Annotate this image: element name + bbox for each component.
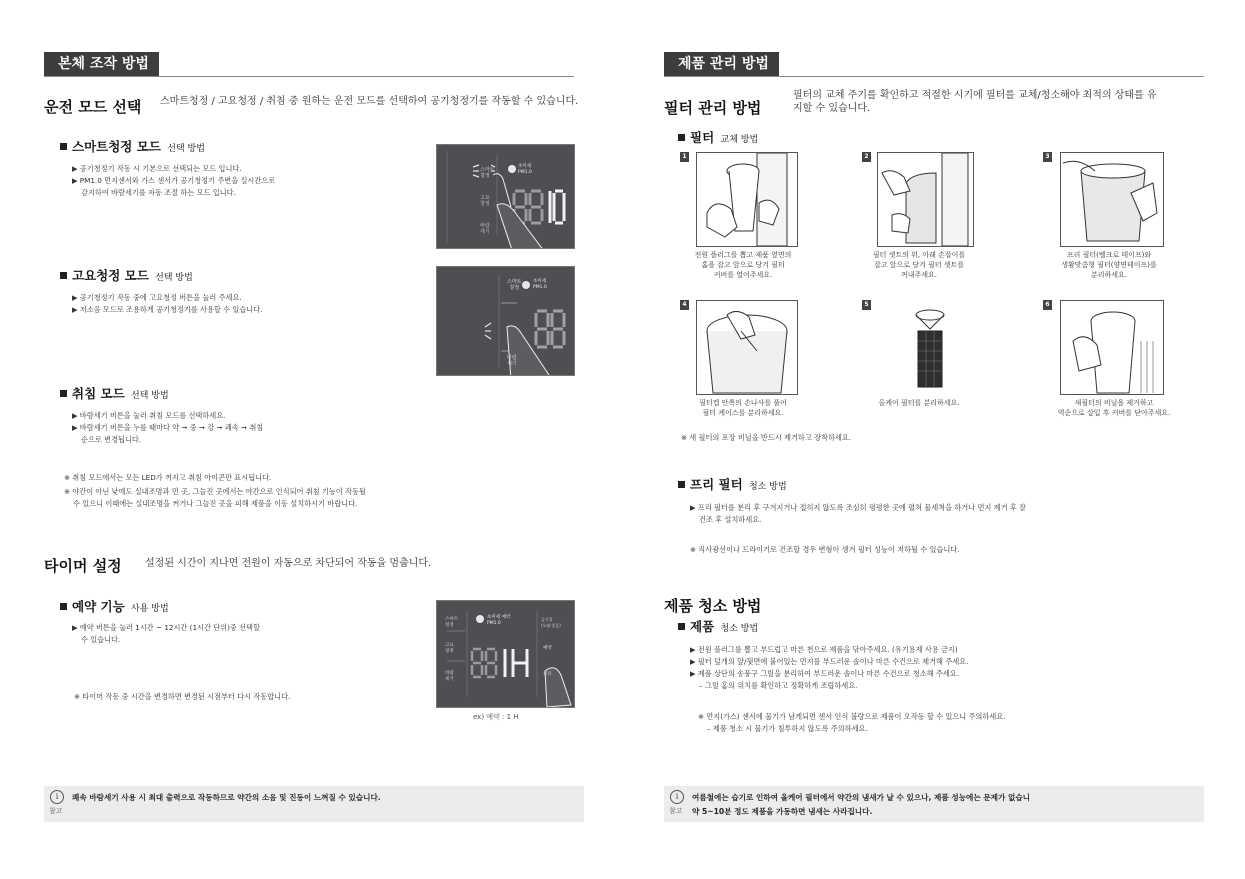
- clean-notes: [698, 711, 1178, 735]
- right-tip-line-2: 약 5~10분 정도 제품을 가동하면 냄새는 사라집니다.: [692, 807, 873, 816]
- square-bullet-icon: [678, 134, 685, 141]
- run-mode-title: 운전 모드 선택: [44, 98, 142, 116]
- prefilter-suffix: 청소 방법: [749, 482, 787, 492]
- sleep-mode-suffix: 선택 방법: [131, 391, 169, 401]
- sleep-note-2: ※ 야간이 아닌 낮에도 실내조명과 먼 곳, 그늘진 곳에서는 야간으로 인식되어 취침 기능이 작동될: [64, 487, 366, 496]
- prefilter-note: ※ 직사광선이나 드라이기로 건조할 경우 변형이 생겨 필터 성능이 저하될 수 있습니다.: [690, 545, 960, 554]
- panel1-label-quiet: 고요 청정: [480, 195, 490, 207]
- quiet-mode-title: 고요청정 모드: [72, 268, 149, 283]
- reserve-bullet-1b: 수 있습니다.: [81, 635, 121, 644]
- clean-title: 제품 청소 방법: [664, 597, 762, 615]
- step-3-illustration: [1060, 152, 1164, 247]
- sleep-note-2b: 수 있으니 이때에는 실내조명을 켜거나 그늘진 곳을 피해 제품을 이동 설치하시기 바랍니다.: [73, 499, 358, 508]
- filter-note: ※ 새 필터의 포장 비닐을 반드시 제거하고 장착하세요.: [681, 433, 852, 442]
- square-bullet-icon: [60, 390, 67, 397]
- clean-bullet-1: ▶ 전원 플러그를 뽑고 부드럽고 마른 천으로 제품을 닦아주세요. (유기용제 사용 금지): [690, 645, 958, 654]
- clean-bullets: [690, 644, 1170, 692]
- step-5-caption: 올케어 필터를 분리하세요.: [878, 399, 960, 407]
- smart-mode-heading: [60, 137, 205, 155]
- sleep-note-1: ※ 취침 모드에서는 모든 LED가 꺼지고 취침 아이콘만 표시됩니다.: [64, 473, 272, 482]
- clean-note-1: ※ 먼지(가스) 센서에 물기가 남게되면 센서 인식 불량으로 제품이 오작동 할 수 있으니 주의하세요.: [698, 712, 1006, 721]
- clean-bullet-3: ▶ 제품 상단의 송풍구 그릴을 분리하여 부드러운 솔이나 마른 수건으로 청소해 주세요.: [690, 669, 960, 678]
- right-tip-text: [692, 791, 1030, 819]
- quiet-mode-heading: [60, 266, 193, 284]
- right-tip-line-1: 여름철에는 습기로 인하여 올케어 필터에서 약간의 냄새가 날 수 있으나, 제품 성능에는 문제가 없습니: [692, 793, 1031, 802]
- tip-label: 참고: [669, 807, 683, 815]
- prefilter-bullet-1: ▶ 프리 필터를 분리 후 구겨지거나 접히지 않도록 조심히 평평한 곳에 펼쳐 물세척을 하거나 먼지 제거 후 잘: [690, 503, 1026, 512]
- prefilter-bullets: [690, 502, 1160, 526]
- step-1-caption: 전원 플러그를 뽑고 제품 옆면의 홈을 잡고 앞으로 당겨 필터 커버를 열어주세요.: [694, 251, 792, 279]
- info-icon: i: [50, 790, 64, 804]
- smart-mode-title: 스마트청정 모드: [72, 139, 161, 154]
- step-1-drawing: [697, 153, 797, 246]
- panel3-label-airquality: 공기질 (오염·좋음): [541, 617, 561, 628]
- prefilter-heading: [678, 475, 787, 493]
- left-tip-box: [44, 786, 584, 822]
- sleep-mode-title: 취침 모드: [72, 386, 125, 401]
- step-2-illustration: [877, 152, 974, 247]
- square-bullet-icon: [678, 481, 685, 488]
- reserve-bullets: [72, 622, 372, 646]
- panel3-label-filter: 필터: [543, 672, 552, 677]
- clean-sub-suffix: 청소 방법: [720, 624, 759, 634]
- step-4-number: 4: [680, 300, 689, 310]
- panel3-indicator-text: 초미세 예약 PM1.0: [487, 615, 511, 626]
- step-1-illustration: [696, 152, 798, 247]
- tip-label: 참고: [49, 807, 63, 815]
- panel3-label-reserve: 예약: [543, 646, 552, 651]
- panel-smart-drawing: [437, 145, 574, 248]
- sleep-bullet-2: ▶ 바람세기 버튼을 누를 때마다 약 ➞ 중 ➞ 강 ➞ 쾌속 ➞ 취침: [72, 423, 264, 432]
- clean-bullet-2: ▶ 필터 덮개의 앞/뒷면에 붙어있는 먼지를 부드러운 솔이나 마른 수건으로 제거해 주세요.: [690, 657, 969, 666]
- filter-replace-title: 필터: [690, 130, 715, 145]
- clean-sub-heading: [678, 617, 758, 635]
- panel-quiet-drawing: [437, 267, 574, 375]
- quiet-mode-bullets: [72, 292, 412, 316]
- info-icon: i: [670, 790, 684, 804]
- sleep-mode-notes: [64, 472, 544, 510]
- quiet-mode-suffix: 선택 방법: [155, 273, 193, 283]
- square-bullet-icon: [60, 603, 67, 610]
- control-panel-illustration-smart: [436, 144, 575, 249]
- filter-replace-suffix: 교체 방법: [720, 135, 759, 145]
- reserve-suffix: 사용 방법: [131, 604, 169, 614]
- reserve-title: 예약 기능: [72, 599, 125, 614]
- panel1-label-wind: 바람 세기: [480, 223, 490, 235]
- step-1-number: 1: [680, 152, 689, 162]
- filter-mgmt-desc: 필터의 교체 주기를 확인하고 적절한 시기에 필터를 교체/청소해야 최적의 상태를 유지할 수 있습니다.: [793, 90, 1157, 114]
- step-6-illustration: [1060, 300, 1164, 395]
- step-5-drawing: [878, 301, 973, 394]
- divider: [44, 76, 574, 77]
- step-3-number: 3: [1043, 152, 1052, 162]
- smart-mode-bullets: [72, 163, 412, 199]
- step-2-drawing: [878, 153, 973, 246]
- clean-bullet-3b: – 그릴 홈의 위치를 확인하고 정확하게 조립하세요.: [699, 681, 858, 690]
- square-bullet-icon: [60, 272, 67, 279]
- step-4-illustration: [696, 300, 798, 395]
- smart-mode-suffix: 선택 방법: [167, 144, 205, 154]
- section-title-care: 제품 관리 방법: [664, 52, 779, 76]
- reserve-heading: [60, 597, 169, 615]
- clean-note-1b: – 제품 청소 시 물기가 침투하지 않도록 주의하세요.: [707, 724, 868, 733]
- panel3-label-smart: 스마트 청정: [445, 617, 459, 628]
- smart-bullet-1: ▶ 공기청정기 작동 시 기본으로 선택되는 모드 입니다.: [72, 164, 242, 173]
- reserve-example-caption: ex) 예약 : 1 H: [473, 713, 519, 721]
- square-bullet-icon: [60, 143, 67, 150]
- prefilter-title: 프리 필터: [690, 477, 743, 492]
- smart-bullet-2: ▶ PM1.0 먼지센서와 가스 센서가 공기청정기 주변을 실시간으로: [72, 176, 276, 185]
- step-6-drawing: [1061, 301, 1163, 394]
- prefilter-bullet-1b: 건조 후 설치하세요.: [699, 515, 762, 524]
- section-title-operation: 본체 조작 방법: [44, 52, 159, 76]
- panel2-label-wind: 바람 세기: [507, 355, 517, 367]
- step-5-illustration: [877, 300, 974, 395]
- divider: [664, 76, 1204, 77]
- run-mode-desc: 스마트청정 / 고요청정 / 취침 중 원하는 운전 모드를 선택하여 공기청정기를 작동할 수 있습니다.: [160, 96, 579, 107]
- reserve-bullet-1: ▶ 예약 버튼을 눌러 1시간 ~ 12시간 (1시간 단위)중 선택할: [72, 623, 260, 632]
- step-6-caption: 새필터의 비닐을 제거하고 역순으로 삽입 후 커버를 닫아주세요.: [1057, 399, 1171, 417]
- timer-title: 타이머 설정: [44, 557, 122, 575]
- panel1-indicator-text: 초미세 PM1.0: [518, 164, 532, 175]
- step-5-number: 5: [862, 300, 871, 310]
- quiet-bullet-2: ▶ 저소음 모드로 조용하게 공기청정기를 사용할 수 있습니다.: [72, 305, 263, 314]
- step-2-number: 2: [862, 152, 871, 162]
- clean-sub-title: 제품: [690, 619, 715, 634]
- sleep-mode-heading: [60, 384, 169, 402]
- panel1-label-smart: 스마트 청정: [480, 167, 495, 179]
- panel2-indicator-text: 초미세 PM1.0: [533, 279, 547, 290]
- panel2-label-smart: 스마트 청정: [507, 279, 522, 291]
- control-panel-illustration-reserve: [436, 600, 575, 708]
- sleep-mode-bullets: [72, 410, 412, 446]
- step-6-number: 6: [1043, 300, 1052, 310]
- filter-replace-heading: [678, 128, 758, 146]
- panel3-label-wind: 바람 세기: [445, 671, 454, 682]
- step-3-drawing: [1061, 153, 1163, 246]
- control-panel-illustration-quiet: [436, 266, 575, 376]
- sleep-bullet-2b: 순으로 변경됩니다.: [81, 435, 142, 444]
- step-4-drawing: [697, 301, 797, 394]
- smart-bullet-2b: 감지하여 바람세기를 자동 조절 하는 모드 입니다.: [81, 188, 236, 197]
- step-4-caption: 필터캡 안쪽의 손나사를 풀어 필터 케이스를 분리하세요.: [699, 399, 787, 417]
- timer-desc: 설정된 시간이 지나면 전원이 자동으로 차단되어 작동을 멈춥니다.: [145, 558, 432, 569]
- panel3-label-quiet: 고요 청정: [445, 643, 454, 654]
- left-tip-text: 쾌속 바람세기 사용 시 최대 출력으로 작동하므로 약간의 소음 및 진동이 느껴질 수 있습니다.: [72, 793, 381, 802]
- quiet-bullet-1: ▶ 공기청정기 작동 중에 고요청정 버튼을 눌러 주세요.: [72, 293, 242, 302]
- right-tip-box: [664, 786, 1204, 822]
- step-2-caption: 필터 셋트의 위, 아래 손잡이를 잡고 앞으로 당겨 필터 셋트를 꺼내주세요.: [872, 251, 966, 279]
- square-bullet-icon: [678, 623, 685, 630]
- reserve-note: ※ 타이머 작동 중 시간을 변경하면 변경된 시점부터 다시 작동합니다.: [74, 692, 291, 701]
- sleep-bullet-1: ▶ 바람세기 버튼을 눌러 취침 모드를 선택하세요.: [72, 411, 226, 420]
- step-3-caption: 프리 필터(벨크로 테이프)와 생활맞춤형 필터(양면테이프)를 분리하세요.: [1061, 251, 1157, 279]
- filter-mgmt-title: 필터 관리 방법: [664, 99, 762, 117]
